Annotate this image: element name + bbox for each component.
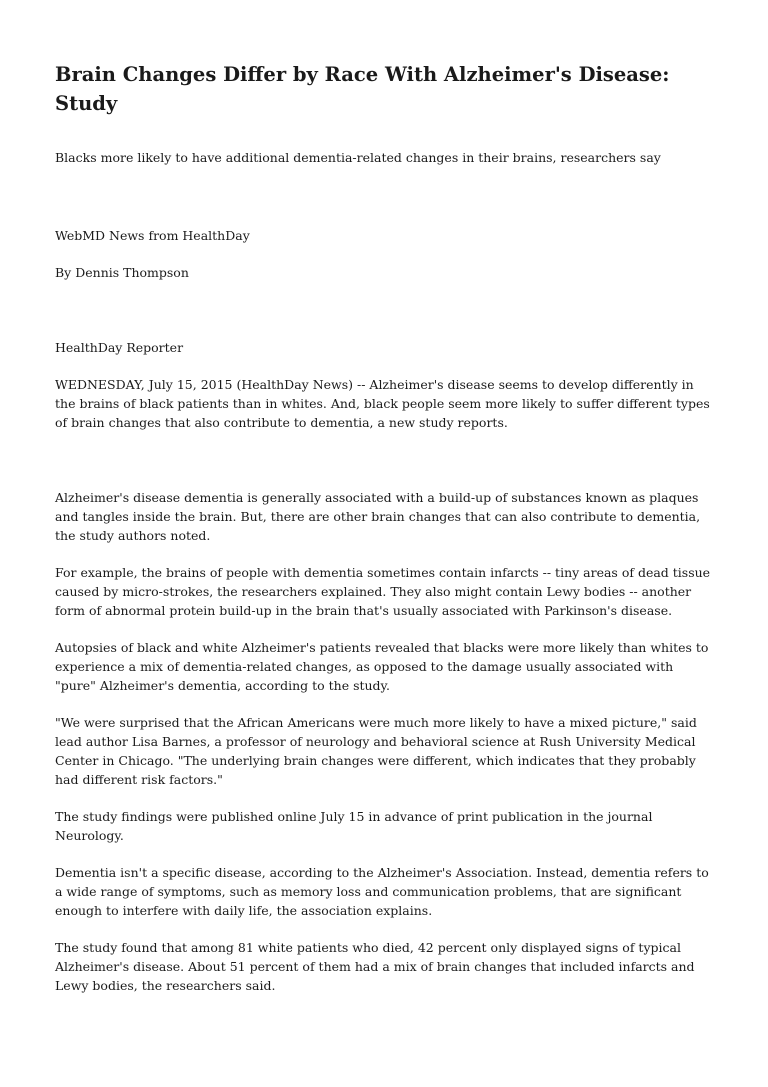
article-paragraph: Dementia isn't a specific disease, according to the Alzheimer's Association. Instead, dementia refers to a wide range of symptoms, such as memory loss and communication problems, that are significant enough to interfere with daily life, the association explains. (55, 865, 709, 918)
article-reporter: HealthDay Reporter (55, 340, 196, 355)
article-paragraph: "We were surprised that the African Americans were much more likely to have a mixed picture," said lead author Lisa Barnes, a professor of neurology and behavioral science at Rush University Medical Center in Chicago. "The underlying brain changes were different, which indicates that they probably had different risk factors." (55, 715, 697, 787)
article-paragraph: The study findings were published online July 15 in advance of print publication in the journal Neurology. (55, 809, 653, 843)
article-subtitle: Blacks more likely to have additional dementia-related changes in their brains, researchers say (55, 150, 661, 165)
article (55, 60, 717, 995)
article-byline: By Dennis Thompson (55, 265, 189, 280)
article-paragraph: Autopsies of black and white Alzheimer's patients revealed that blacks were more likely than whites to experience a mix of dementia-related changes, as opposed to the damage usually associated with "pure" Alzheimer's dementia, according to the study. (55, 640, 709, 693)
article-source: WebMD News from HealthDay (55, 228, 250, 243)
article-paragraph: WEDNESDAY, July 15, 2015 (HealthDay News) -- Alzheimer's disease seems to develop differently in the brains of black patients than in whites. And, black people seem more likely to suffer different types of brain changes that also contribute to dementia, a new study reports. (55, 377, 710, 430)
article-paragraph: For example, the brains of people with dementia sometimes contain infarcts -- tiny areas of dead tissue caused by micro-strokes, the researchers explained. They also might contain Lewy bodies -- another form of abnormal protein build-up in the brain that's usually associated with Parkinson's disease. (55, 565, 711, 618)
article-paragraph: The study found that among 81 white patients who died, 42 percent only displayed signs of typical Alzheimer's disease. About 51 percent of them had a mix of brain changes that included infarcts and Lewy bodies, the researchers said. (55, 940, 695, 993)
article-paragraph: Alzheimer's disease dementia is generally associated with a build-up of substances known as plaques and tangles inside the brain. But, there are other brain changes that can also contribute to dementia, the study authors noted. (55, 490, 701, 543)
article-title: Brain Changes Differ by Race With Alzheimer's Disease: Study (55, 63, 670, 115)
